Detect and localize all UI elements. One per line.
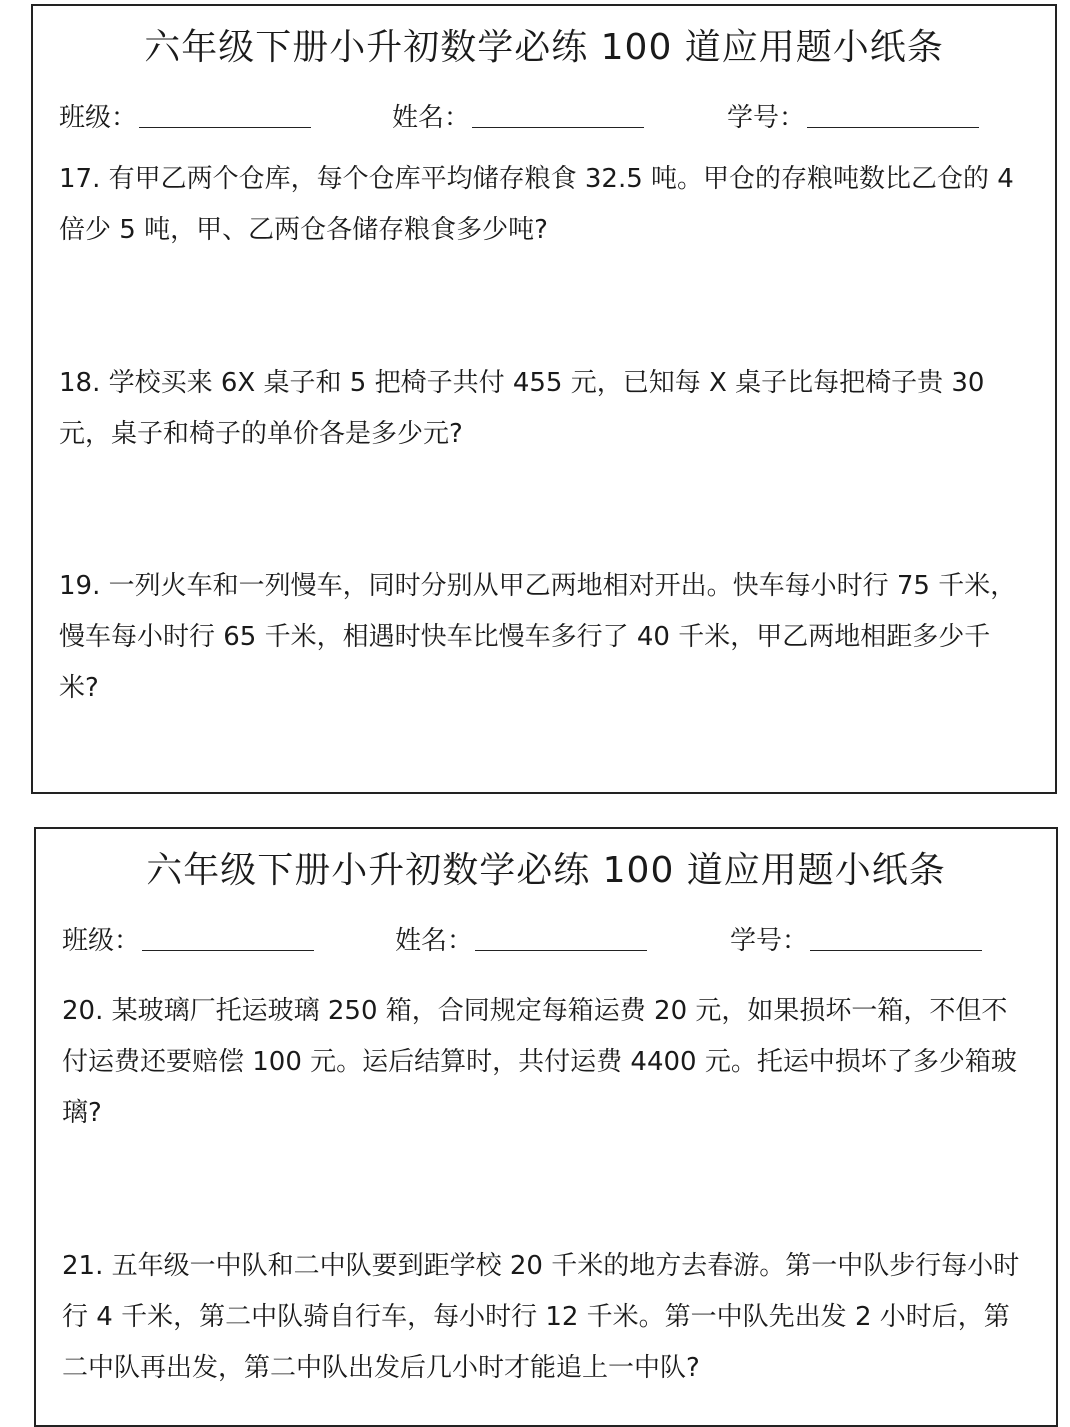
student-id-field <box>730 921 982 961</box>
student-id-blank <box>810 924 982 951</box>
class-label: 班级： <box>59 103 138 133</box>
worksheet-card-2 <box>34 827 1058 1427</box>
class-label: 班级： <box>62 926 141 956</box>
student-info-row <box>62 921 1022 961</box>
name-label: 姓名： <box>392 103 471 133</box>
name-field <box>395 921 647 961</box>
class-field <box>62 921 314 961</box>
student-id-label: 学号： <box>730 926 809 956</box>
name-label: 姓名： <box>395 926 474 956</box>
class-blank <box>142 924 314 951</box>
question-21: 21. 五年级一中队和二中队要到距学校 20 千米的地方去春游。第一中队步行每小时行 4 千米，第二中队骑自行车，每小时行 12 千米。第一中队先出发 2 小时后，第二中队再出发，第二中队出发后几小时才能追上一中队? <box>62 1251 1020 1383</box>
worksheet-card-1 <box>31 4 1057 794</box>
worksheet-title: 六年级下册小升初数学必练 100 道应用题小纸条 <box>146 850 946 891</box>
worksheet-title: 六年级下册小升初数学必练 100 道应用题小纸条 <box>144 27 944 68</box>
class-blank <box>139 101 311 128</box>
student-id-blank <box>807 101 979 128</box>
question-18: 18. 学校买来 6X 桌子和 5 把椅子共付 455 元，已知每 X 桌子比每把椅子贵 30 元，桌子和椅子的单价各是多少元? <box>59 368 985 449</box>
name-blank <box>472 101 644 128</box>
question-19: 19. 一列火车和一列慢车，同时分别从甲乙两地相对开出。快车每小时行 75 千米，慢车每小时行 65 千米，相遇时快车比慢车多行了 40 千米，甲乙两地相距多少千米? <box>59 571 1017 703</box>
class-field <box>59 98 311 138</box>
question-20: 20. 某玻璃厂托运玻璃 250 箱，合同规定每箱运费 20 元，如果损坏一箱，不但不付运费还要赔偿 100 元。运后结算时，共付运费 4400 元。托运中损坏了多少箱玻璃? <box>62 996 1017 1128</box>
student-id-field <box>727 98 979 138</box>
question-17: 17. 有甲乙两个仓库，每个仓库平均储存粮食 32.5 吨。甲仓的存粮吨数比乙仓的 4 倍少 5 吨，甲、乙两仓各储存粮食多少吨? <box>59 164 1014 245</box>
student-info-row <box>59 98 1019 138</box>
student-id-label: 学号： <box>727 103 806 133</box>
name-blank <box>475 924 647 951</box>
name-field <box>392 98 644 138</box>
